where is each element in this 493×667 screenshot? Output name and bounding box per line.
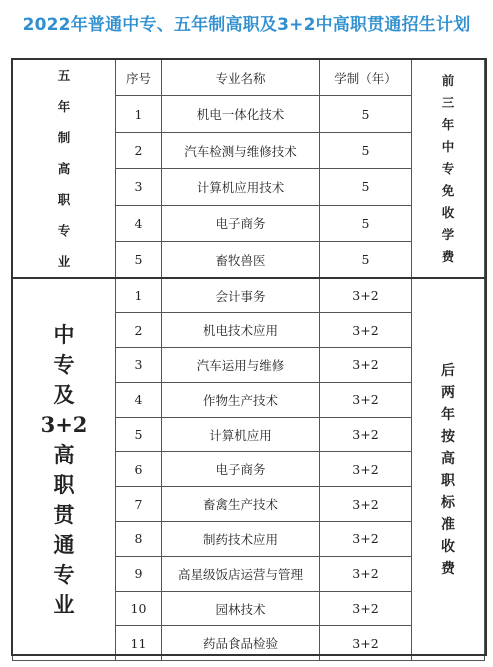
cell-name: 畜牧兽医 xyxy=(162,242,320,278)
cell-name: 机电技术应用 xyxy=(162,313,320,348)
cell-name: 计算机应用技术 xyxy=(162,169,320,205)
group2-label-char: 及 xyxy=(53,381,75,407)
cell-seq: 4 xyxy=(116,382,162,417)
group1-note-char: 学 xyxy=(441,226,455,242)
group2-note-char: 年 xyxy=(441,406,455,423)
group2-label-char: 职 xyxy=(53,471,75,497)
cell-years: 3+2 xyxy=(320,487,412,522)
group1-note-char: 三 xyxy=(441,94,455,110)
cell-years: 5 xyxy=(320,205,412,241)
group2-label-char: 专 xyxy=(53,561,75,587)
group1-label-char: 制 xyxy=(57,130,71,145)
cell-years: 3+2 xyxy=(320,417,412,452)
group1-label-char: 五 xyxy=(57,68,71,83)
cell-name: 电子商务 xyxy=(162,205,320,241)
cell-name: 高星级饭店运营与管理 xyxy=(162,556,320,591)
group2-note-char: 费 xyxy=(441,560,455,577)
cell-seq: 6 xyxy=(116,452,162,487)
cell-years: 3+2 xyxy=(320,522,412,557)
group2-label-char: 贯 xyxy=(53,501,75,527)
group2-note-char: 收 xyxy=(441,538,455,555)
cell-seq: 10 xyxy=(116,591,162,626)
cell-name: 电子商务 xyxy=(162,452,320,487)
cell-years: 3+2 xyxy=(320,452,412,487)
group1-label-char: 业 xyxy=(57,254,71,269)
cell-name: 作物生产技术 xyxy=(162,382,320,417)
group1-label xyxy=(13,60,116,279)
group2-note-char: 职 xyxy=(441,472,455,489)
group1-note-char: 中 xyxy=(441,138,455,154)
group2-note-char: 标 xyxy=(441,494,455,511)
cell-seq: 5 xyxy=(116,417,162,452)
group1-label-char: 专 xyxy=(57,223,71,238)
cell-years: 5 xyxy=(320,96,412,132)
cell-years: 5 xyxy=(320,242,412,278)
cell-seq: 3 xyxy=(116,169,162,205)
group1-label-char: 高 xyxy=(57,161,71,176)
group2-label-char: 业 xyxy=(53,591,75,617)
cell-seq: 2 xyxy=(116,313,162,348)
header-name: 专业名称 xyxy=(162,60,320,96)
group1-note-char: 收 xyxy=(441,204,455,220)
cell-years: 5 xyxy=(320,132,412,168)
group2-note-char: 后 xyxy=(441,362,455,379)
group2-label-char: 3+2 xyxy=(40,411,88,437)
cell-seq: 9 xyxy=(116,556,162,591)
group1-note-char: 费 xyxy=(441,248,455,264)
cell-years: 5 xyxy=(320,169,412,205)
cell-name: 汽车运用与维修 xyxy=(162,348,320,383)
header-seq: 序号 xyxy=(116,60,162,96)
group1-note-char: 年 xyxy=(441,116,455,132)
cell-seq: 11 xyxy=(116,626,162,661)
group1-note-char: 免 xyxy=(441,182,455,198)
cell-name: 畜禽生产技术 xyxy=(162,487,320,522)
group1-label-char: 职 xyxy=(57,192,71,207)
cell-years: 3+2 xyxy=(320,313,412,348)
cell-name: 会计事务 xyxy=(162,278,320,313)
group1-note-char: 前 xyxy=(441,72,455,88)
group2-label-char: 专 xyxy=(53,351,75,377)
enrollment-plan-table xyxy=(12,59,485,661)
group2-note-char: 高 xyxy=(441,450,455,467)
cell-name: 制药技术应用 xyxy=(162,522,320,557)
cell-seq: 8 xyxy=(116,522,162,557)
cell-seq: 3 xyxy=(116,348,162,383)
cell-years: 3+2 xyxy=(320,556,412,591)
page-title: 2022年普通中专、五年制高职及3+2中高职贯通招生计划 xyxy=(22,15,471,35)
group2-label xyxy=(13,278,116,661)
cell-seq: 5 xyxy=(116,242,162,278)
group2-label-char: 中 xyxy=(53,321,75,347)
group2-note-char: 按 xyxy=(441,428,455,445)
table-row xyxy=(13,278,485,313)
group2-note xyxy=(412,278,485,661)
cell-seq: 4 xyxy=(116,205,162,241)
cell-seq: 1 xyxy=(116,278,162,313)
cell-name: 机电一体化技术 xyxy=(162,96,320,132)
cell-name: 药品食品检验 xyxy=(162,626,320,661)
cell-seq: 1 xyxy=(116,96,162,132)
table-header-row xyxy=(13,60,485,96)
group1-label-char: 年 xyxy=(57,99,71,114)
group1-note-char: 专 xyxy=(441,160,455,176)
cell-seq: 7 xyxy=(116,487,162,522)
cell-name: 园林技术 xyxy=(162,591,320,626)
cell-years: 3+2 xyxy=(320,348,412,383)
group1-note xyxy=(412,60,485,279)
group2-label-char: 通 xyxy=(53,531,75,557)
group2-label-char: 高 xyxy=(53,441,75,467)
cell-name: 计算机应用 xyxy=(162,417,320,452)
cell-years: 3+2 xyxy=(320,278,412,313)
cell-name: 汽车检测与维修技术 xyxy=(162,132,320,168)
cell-seq: 2 xyxy=(116,132,162,168)
cell-years: 3+2 xyxy=(320,591,412,626)
cell-years: 3+2 xyxy=(320,626,412,661)
group2-note-char: 两 xyxy=(441,384,455,401)
group2-note-char: 准 xyxy=(441,516,455,533)
header-years: 学制（年） xyxy=(320,60,412,96)
cell-years: 3+2 xyxy=(320,382,412,417)
